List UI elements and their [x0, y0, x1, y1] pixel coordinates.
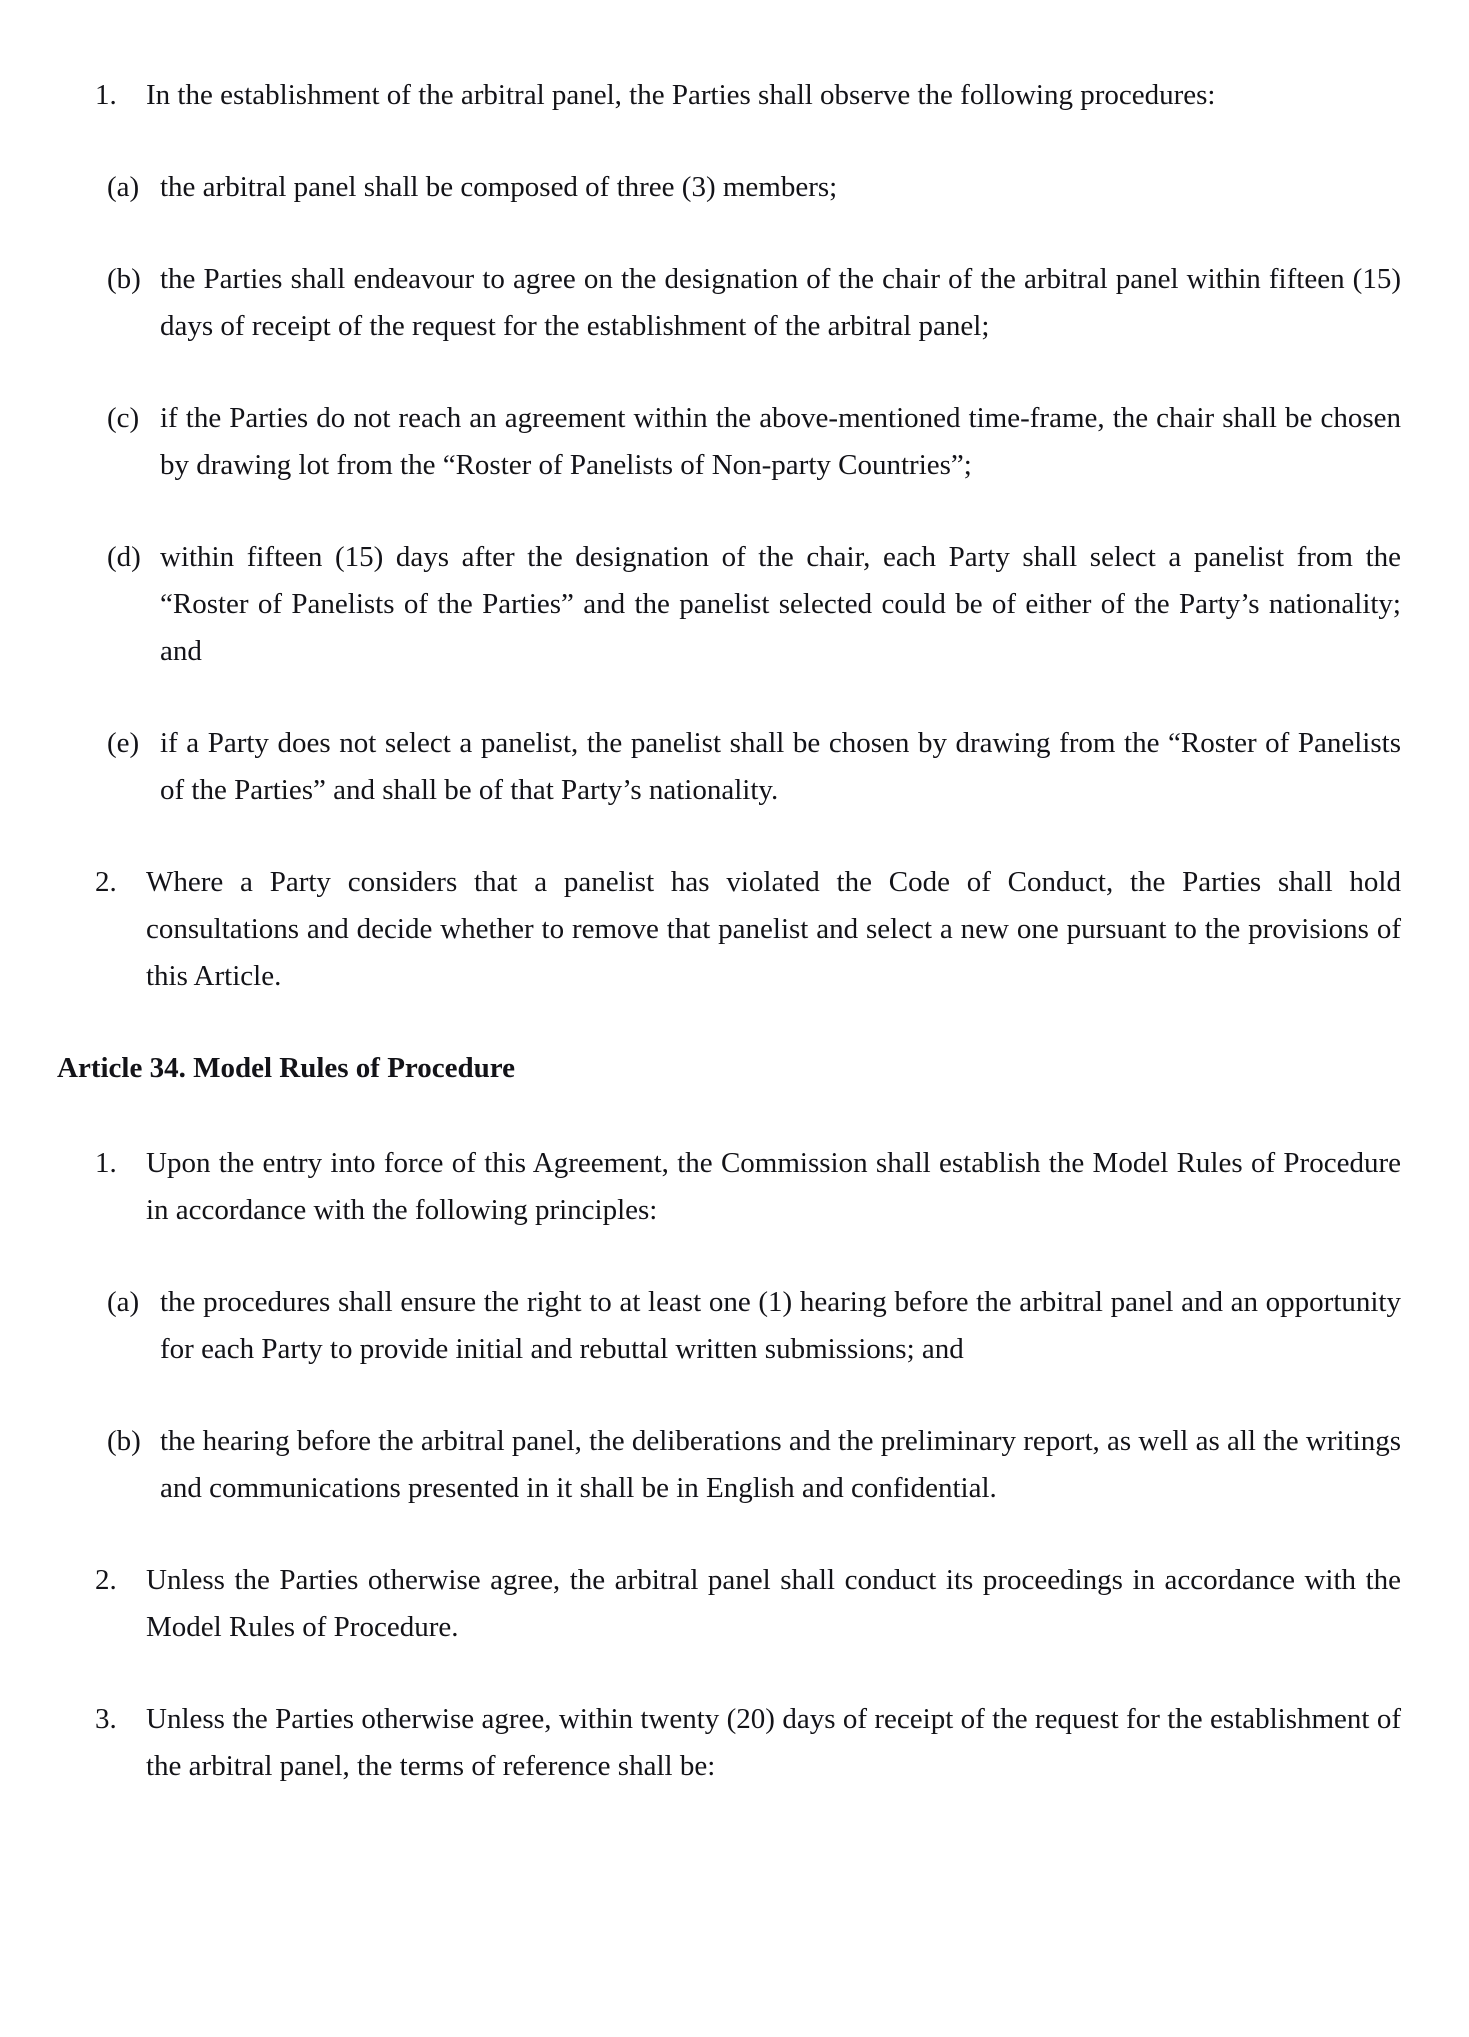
item-label: (b) [107, 1425, 141, 1457]
item-text: Where a Party considers that a panelist has violated the Code of Conduct, the Parties shall hold consultations and decide whether to remove that panelist and select a new one pursuant to the provisions of this Article. [146, 866, 1401, 992]
item-label: (a) [107, 1286, 140, 1318]
item-label: 2. [95, 1564, 117, 1596]
item-text: if a Party does not select a panelist, the panelist shall be chosen by drawing from the “Roster of Panelists of the Parties” and shall be of that Party’s nationality. [160, 727, 1401, 806]
item-label: 2. [95, 866, 117, 898]
numbered-list-item [95, 1140, 1401, 1234]
item-text: the arbitral panel shall be composed of three (3) members; [160, 171, 838, 203]
item-label: 1. [95, 79, 117, 111]
numbered-list-item [95, 72, 1401, 119]
item-text: if the Parties do not reach an agreement within the above-mentioned time-frame, the chair shall be chosen by drawing lot from the “Roster of Panelists of Non-party Countries”; [160, 402, 1401, 481]
lettered-list-item [107, 534, 1401, 675]
item-text: In the establishment of the arbitral panel, the Parties shall observe the following procedures: [146, 79, 1216, 111]
document-body [0, 72, 1469, 1790]
lettered-list-item [107, 1418, 1401, 1512]
item-label: (b) [107, 263, 141, 295]
lettered-list-item [107, 1279, 1401, 1373]
item-label: (c) [107, 402, 140, 434]
item-label: 3. [95, 1703, 117, 1735]
lettered-list-item [107, 256, 1401, 350]
lettered-list-item [107, 164, 1401, 211]
lettered-list-item [107, 720, 1401, 814]
item-text: Unless the Parties otherwise agree, within twenty (20) days of receipt of the request for the establishment of the arbitral panel, the terms of reference shall be: [146, 1703, 1401, 1782]
item-text: the hearing before the arbitral panel, the deliberations and the preliminary report, as well as all the writings and communications presented in it shall be in English and confidential. [160, 1425, 1401, 1504]
item-text: the procedures shall ensure the right to at least one (1) hearing before the arbitral panel and an opportunity for each Party to provide initial and rebuttal written submissions; and [160, 1286, 1401, 1365]
item-label: (d) [107, 541, 141, 573]
item-text: the Parties shall endeavour to agree on the designation of the chair of the arbitral panel within fifteen (15) days of receipt of the request for the establishment of the arbitral panel; [160, 263, 1401, 342]
item-label: (e) [107, 727, 140, 759]
item-text: within fifteen (15) days after the designation of the chair, each Party shall select a panelist from the “Roster of Panelists of the Parties” and the panelist selected could be of either of the Party’s nationality; and [160, 541, 1401, 667]
item-text: Unless the Parties otherwise agree, the arbitral panel shall conduct its proceedings in accordance with the Model Rules of Procedure. [146, 1564, 1401, 1643]
numbered-list-item [95, 859, 1401, 1000]
article-heading: Article 34. Model Rules of Procedure [57, 1052, 515, 1084]
item-label: (a) [107, 171, 140, 203]
item-label: 1. [95, 1147, 117, 1179]
numbered-list-item [95, 1696, 1401, 1790]
numbered-list-item [95, 1557, 1401, 1651]
item-text: Upon the entry into force of this Agreement, the Commission shall establish the Model Rules of Procedure in accordance with the following principles: [146, 1147, 1401, 1226]
lettered-list-item [107, 395, 1401, 489]
